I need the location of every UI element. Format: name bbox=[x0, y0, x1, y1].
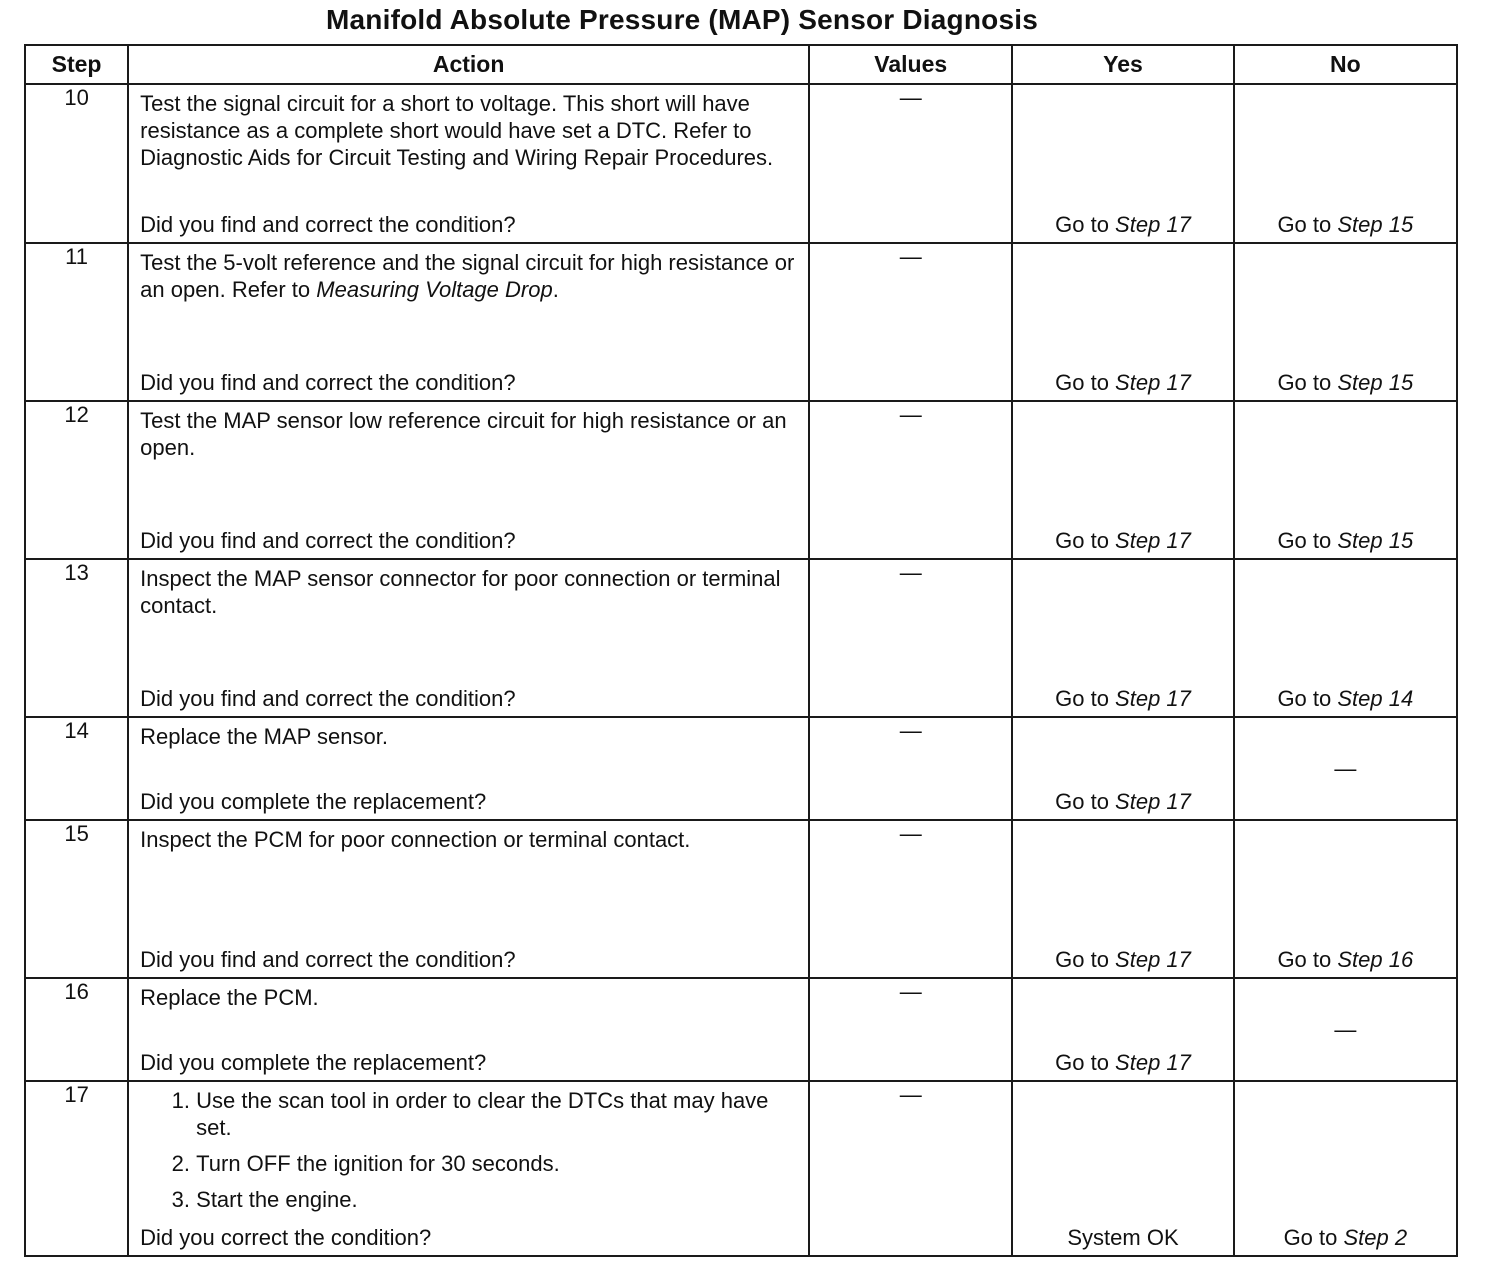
no-step-ref: Step 15 bbox=[1337, 212, 1414, 237]
question-text: Did you find and correct the condition? bbox=[140, 947, 516, 972]
values-cell: — bbox=[809, 717, 1012, 820]
question-text: Did you find and correct the condition? bbox=[140, 528, 516, 553]
question-text: Did you find and correct the condition? bbox=[140, 212, 516, 237]
header-row bbox=[25, 45, 1457, 84]
no-dash: — bbox=[1334, 755, 1357, 781]
go-to-label: Go to bbox=[1277, 947, 1338, 972]
yes-cell bbox=[1012, 243, 1233, 401]
go-to-label: Go to bbox=[1277, 370, 1338, 395]
header-step: Step bbox=[25, 45, 128, 84]
yes-cell bbox=[1012, 978, 1233, 1081]
no-step-ref: Step 2 bbox=[1343, 1225, 1408, 1250]
table-row bbox=[25, 1081, 1457, 1256]
no-cell bbox=[1234, 978, 1457, 1081]
yes-cell bbox=[1012, 559, 1233, 717]
go-to-label: Go to bbox=[1277, 212, 1338, 237]
values-cell: — bbox=[809, 1081, 1012, 1256]
table-row bbox=[25, 401, 1457, 559]
action-text: Test the 5-volt reference and the signal circuit for high resistance or an open. Refer to bbox=[140, 250, 795, 302]
procedure-item: 1. Use the scan tool in order to clear the DTCs that may have set. bbox=[196, 1087, 798, 1141]
no-cell bbox=[1234, 84, 1457, 243]
no-cell bbox=[1234, 559, 1457, 717]
action-reference: Measuring Voltage Drop bbox=[316, 277, 553, 302]
go-to-label: Go to bbox=[1055, 1050, 1116, 1075]
table-row bbox=[25, 243, 1457, 401]
header-yes: Yes bbox=[1012, 45, 1233, 84]
no-step-ref: Step 15 bbox=[1337, 528, 1414, 553]
yes-cell bbox=[1012, 84, 1233, 243]
question-text: Did you find and correct the condition? bbox=[140, 370, 516, 395]
go-to-label: Go to bbox=[1283, 1225, 1344, 1250]
header-action: Action bbox=[128, 45, 809, 84]
step-number: 13 bbox=[25, 559, 128, 717]
go-to-label: Go to bbox=[1055, 528, 1116, 553]
yes-step-ref: Step 17 bbox=[1115, 370, 1191, 395]
yes-step-ref: Step 17 bbox=[1115, 1050, 1191, 1075]
procedure-list bbox=[140, 1087, 798, 1213]
action-text: Replace the MAP sensor. bbox=[140, 724, 388, 749]
action-cell bbox=[128, 243, 809, 401]
no-cell bbox=[1234, 243, 1457, 401]
no-step-ref: Step 14 bbox=[1337, 686, 1414, 711]
header-values: Values bbox=[809, 45, 1012, 84]
values-cell: — bbox=[809, 559, 1012, 717]
values-cell: — bbox=[809, 84, 1012, 243]
yes-cell bbox=[1012, 401, 1233, 559]
table-row bbox=[25, 84, 1457, 243]
yes-cell bbox=[1012, 1081, 1233, 1256]
no-step-ref: Step 15 bbox=[1337, 370, 1414, 395]
no-cell bbox=[1234, 401, 1457, 559]
action-text: Test the signal circuit for a short to voltage. This short will have resistance as a complete short would have set a DTC. Refer to Diagnostic Aids for Circuit Testing and Wiring Repair Procedures. bbox=[140, 91, 774, 170]
step-number: 14 bbox=[25, 717, 128, 820]
action-text-end: . bbox=[552, 277, 559, 302]
go-to-label: Go to bbox=[1277, 686, 1338, 711]
go-to-label: Go to bbox=[1055, 686, 1116, 711]
action-cell bbox=[128, 401, 809, 559]
go-to-label: Go to bbox=[1055, 789, 1116, 814]
yes-step-ref: Step 17 bbox=[1115, 947, 1191, 972]
yes-step-ref: Step 17 bbox=[1115, 686, 1191, 711]
procedure-item: 2. Turn OFF the ignition for 30 seconds. bbox=[196, 1150, 798, 1177]
action-text: Test the MAP sensor low reference circuit for high resistance or an open. bbox=[140, 408, 787, 460]
diagnosis-table bbox=[24, 44, 1458, 1257]
no-step-ref: Step 16 bbox=[1337, 947, 1414, 972]
header-no: No bbox=[1234, 45, 1457, 84]
question-text: Did you complete the replacement? bbox=[140, 1050, 487, 1075]
go-to-label: Go to bbox=[1055, 212, 1116, 237]
yes-step-ref: Step 17 bbox=[1115, 528, 1191, 553]
values-cell: — bbox=[809, 978, 1012, 1081]
step-number: 10 bbox=[25, 84, 128, 243]
action-cell bbox=[128, 559, 809, 717]
procedure-item: 3. Start the engine. bbox=[196, 1186, 798, 1213]
yes-step-ref: Step 17 bbox=[1115, 789, 1191, 814]
question-text: Did you find and correct the condition? bbox=[140, 686, 516, 711]
action-text: Inspect the PCM for poor connection or terminal contact. bbox=[140, 827, 691, 852]
values-cell: — bbox=[809, 820, 1012, 978]
yes-result: System OK bbox=[1067, 1225, 1179, 1250]
step-number: 15 bbox=[25, 820, 128, 978]
no-cell bbox=[1234, 717, 1457, 820]
table-row bbox=[25, 820, 1457, 978]
action-cell bbox=[128, 717, 809, 820]
no-cell bbox=[1234, 820, 1457, 978]
values-cell: — bbox=[809, 401, 1012, 559]
yes-cell bbox=[1012, 820, 1233, 978]
page-title: Manifold Absolute Pressure (MAP) Sensor Diagnosis bbox=[326, 4, 1038, 35]
action-cell bbox=[128, 820, 809, 978]
action-cell bbox=[128, 1081, 809, 1256]
table-row bbox=[25, 717, 1457, 820]
question-text: Did you correct the condition? bbox=[140, 1225, 432, 1250]
go-to-label: Go to bbox=[1277, 528, 1338, 553]
go-to-label: Go to bbox=[1055, 947, 1116, 972]
step-number: 12 bbox=[25, 401, 128, 559]
no-dash: — bbox=[1334, 1016, 1357, 1042]
go-to-label: Go to bbox=[1055, 370, 1116, 395]
no-cell bbox=[1234, 1081, 1457, 1256]
question-text: Did you complete the replacement? bbox=[140, 789, 487, 814]
step-number: 16 bbox=[25, 978, 128, 1081]
table-row bbox=[25, 978, 1457, 1081]
step-number: 17 bbox=[25, 1081, 128, 1256]
action-text: Replace the PCM. bbox=[140, 985, 319, 1010]
action-cell bbox=[128, 84, 809, 243]
action-cell bbox=[128, 978, 809, 1081]
yes-cell bbox=[1012, 717, 1233, 820]
table-row bbox=[25, 559, 1457, 717]
action-text: Inspect the MAP sensor connector for poor connection or terminal contact. bbox=[140, 566, 781, 618]
yes-step-ref: Step 17 bbox=[1115, 212, 1191, 237]
values-cell: — bbox=[809, 243, 1012, 401]
step-number: 11 bbox=[25, 243, 128, 401]
